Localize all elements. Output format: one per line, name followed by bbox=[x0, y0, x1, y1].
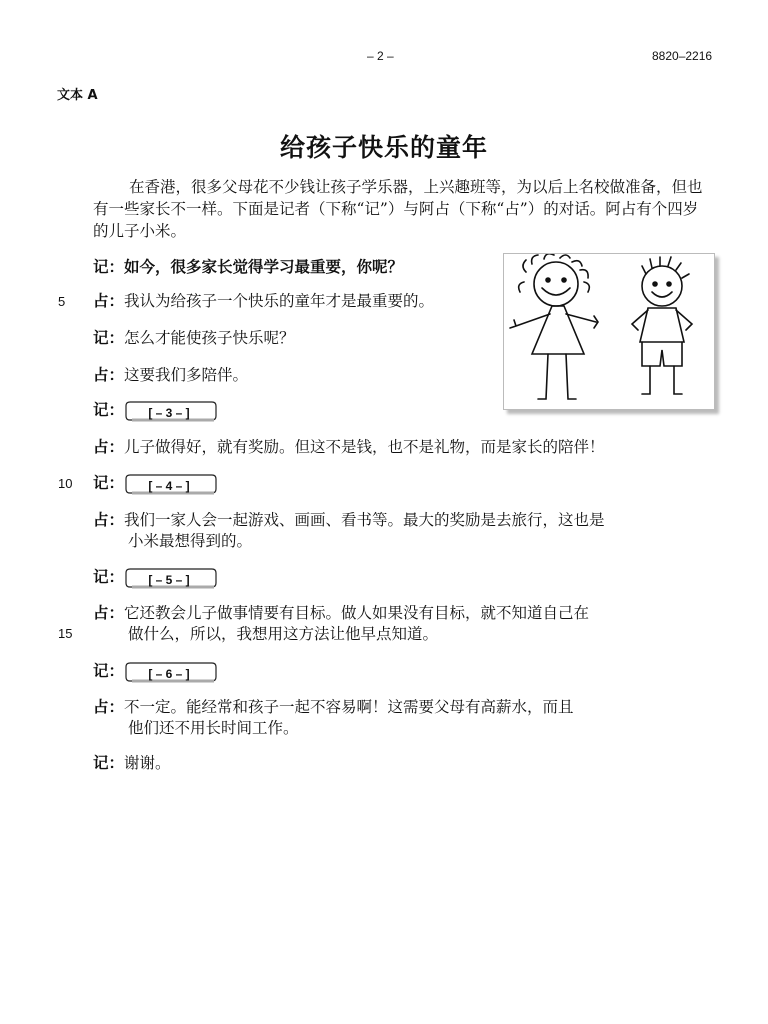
dialogue-line-continued: 做什么，所以，我想用这方法让他早点知道。 bbox=[128, 625, 439, 643]
speaker-label: 记： bbox=[93, 568, 125, 586]
text-label: 文本 A bbox=[57, 88, 98, 103]
intro-paragraph: 在香港，很多父母花不少钱让孩子学乐器，上兴趣班等，为以后上名校做准备，但也有一些家长不一样。下面是记者（下称“记”）与阿占（下称“占”）的对话。阿占有个四岁的儿子小米。 bbox=[93, 178, 703, 240]
dialogue-line bbox=[93, 436, 605, 458]
document-code: 8820–2216 bbox=[652, 49, 713, 63]
dialogue-line bbox=[93, 660, 216, 683]
dialogue-text: 不一定。能经常和孩子一起不容易啊！这需要父母有高薪水，而且 bbox=[124, 698, 574, 716]
speaker-label: 记： bbox=[93, 329, 125, 347]
speaker-label: 占： bbox=[93, 698, 125, 716]
dialogue-text: 我们一家人会一起游戏、画画、看书等。最大的奖励是去旅行，这也是 bbox=[124, 511, 605, 529]
gap-label: [ – 3 – ] bbox=[148, 406, 190, 420]
speaker-label: 记： bbox=[93, 401, 125, 419]
answer-gap-5[interactable] bbox=[124, 567, 216, 589]
dialogue-text: 怎么才能使孩子快乐呢？ bbox=[124, 329, 295, 347]
dialogue-text: 谢谢。 bbox=[124, 754, 171, 772]
dialogue-line bbox=[93, 696, 574, 718]
gap-label: [ – 6 – ] bbox=[148, 667, 190, 681]
dialogue-line bbox=[93, 509, 605, 531]
children-drawing bbox=[504, 254, 714, 409]
dialogue-text: 这要我们多陪伴。 bbox=[124, 366, 249, 384]
dialogue-line bbox=[93, 256, 403, 278]
speaker-label: 占： bbox=[93, 292, 125, 310]
speaker-label: 记： bbox=[93, 474, 125, 492]
speaker-label: 记： bbox=[93, 754, 125, 772]
dialogue-line bbox=[93, 399, 216, 422]
page-number: – 2 – bbox=[367, 49, 394, 63]
dialogue-line bbox=[93, 566, 216, 589]
line-number-15: 15 bbox=[58, 626, 73, 641]
speaker-label: 占： bbox=[93, 438, 125, 456]
dialogue-line bbox=[93, 364, 248, 386]
dialogue-line-continued: 他们还不用长时间工作。 bbox=[128, 719, 299, 737]
line-number-5: 5 bbox=[58, 294, 66, 309]
dialogue-text: 如今，很多家长觉得学习最重要，你呢？ bbox=[124, 257, 404, 276]
line-number-10: 10 bbox=[58, 476, 73, 491]
answer-gap-4[interactable] bbox=[124, 473, 216, 495]
speaker-label: 占： bbox=[93, 604, 125, 622]
children-illustration bbox=[503, 253, 715, 410]
dialogue-line bbox=[93, 290, 434, 312]
dialogue-line bbox=[93, 602, 589, 624]
speaker-label: 占： bbox=[93, 511, 125, 529]
answer-gap-6[interactable] bbox=[124, 661, 216, 683]
speaker-label: 记： bbox=[93, 258, 125, 276]
dialogue-line bbox=[93, 472, 216, 495]
dialogue-line-continued: 小米最想得到的。 bbox=[128, 532, 253, 550]
answer-gap-3[interactable] bbox=[124, 400, 216, 422]
gap-label: [ – 5 – ] bbox=[148, 573, 190, 587]
page-title: 给孩子快乐的童年 bbox=[279, 133, 488, 162]
dialogue-text: 它还教会儿子做事情要有目标。做人如果没有目标，就不知道自己在 bbox=[124, 604, 590, 622]
dialogue-line bbox=[93, 752, 171, 774]
dialogue-text: 儿子做得好，就有奖励。但这不是钱，也不是礼物，而是家长的陪伴！ bbox=[124, 438, 605, 456]
speaker-label: 占： bbox=[93, 366, 125, 384]
dialogue-text: 我认为给孩子一个快乐的童年才是最重要的。 bbox=[124, 292, 435, 310]
gap-label: [ – 4 – ] bbox=[148, 479, 190, 493]
speaker-label: 记： bbox=[93, 662, 125, 680]
dialogue-line bbox=[93, 327, 295, 349]
